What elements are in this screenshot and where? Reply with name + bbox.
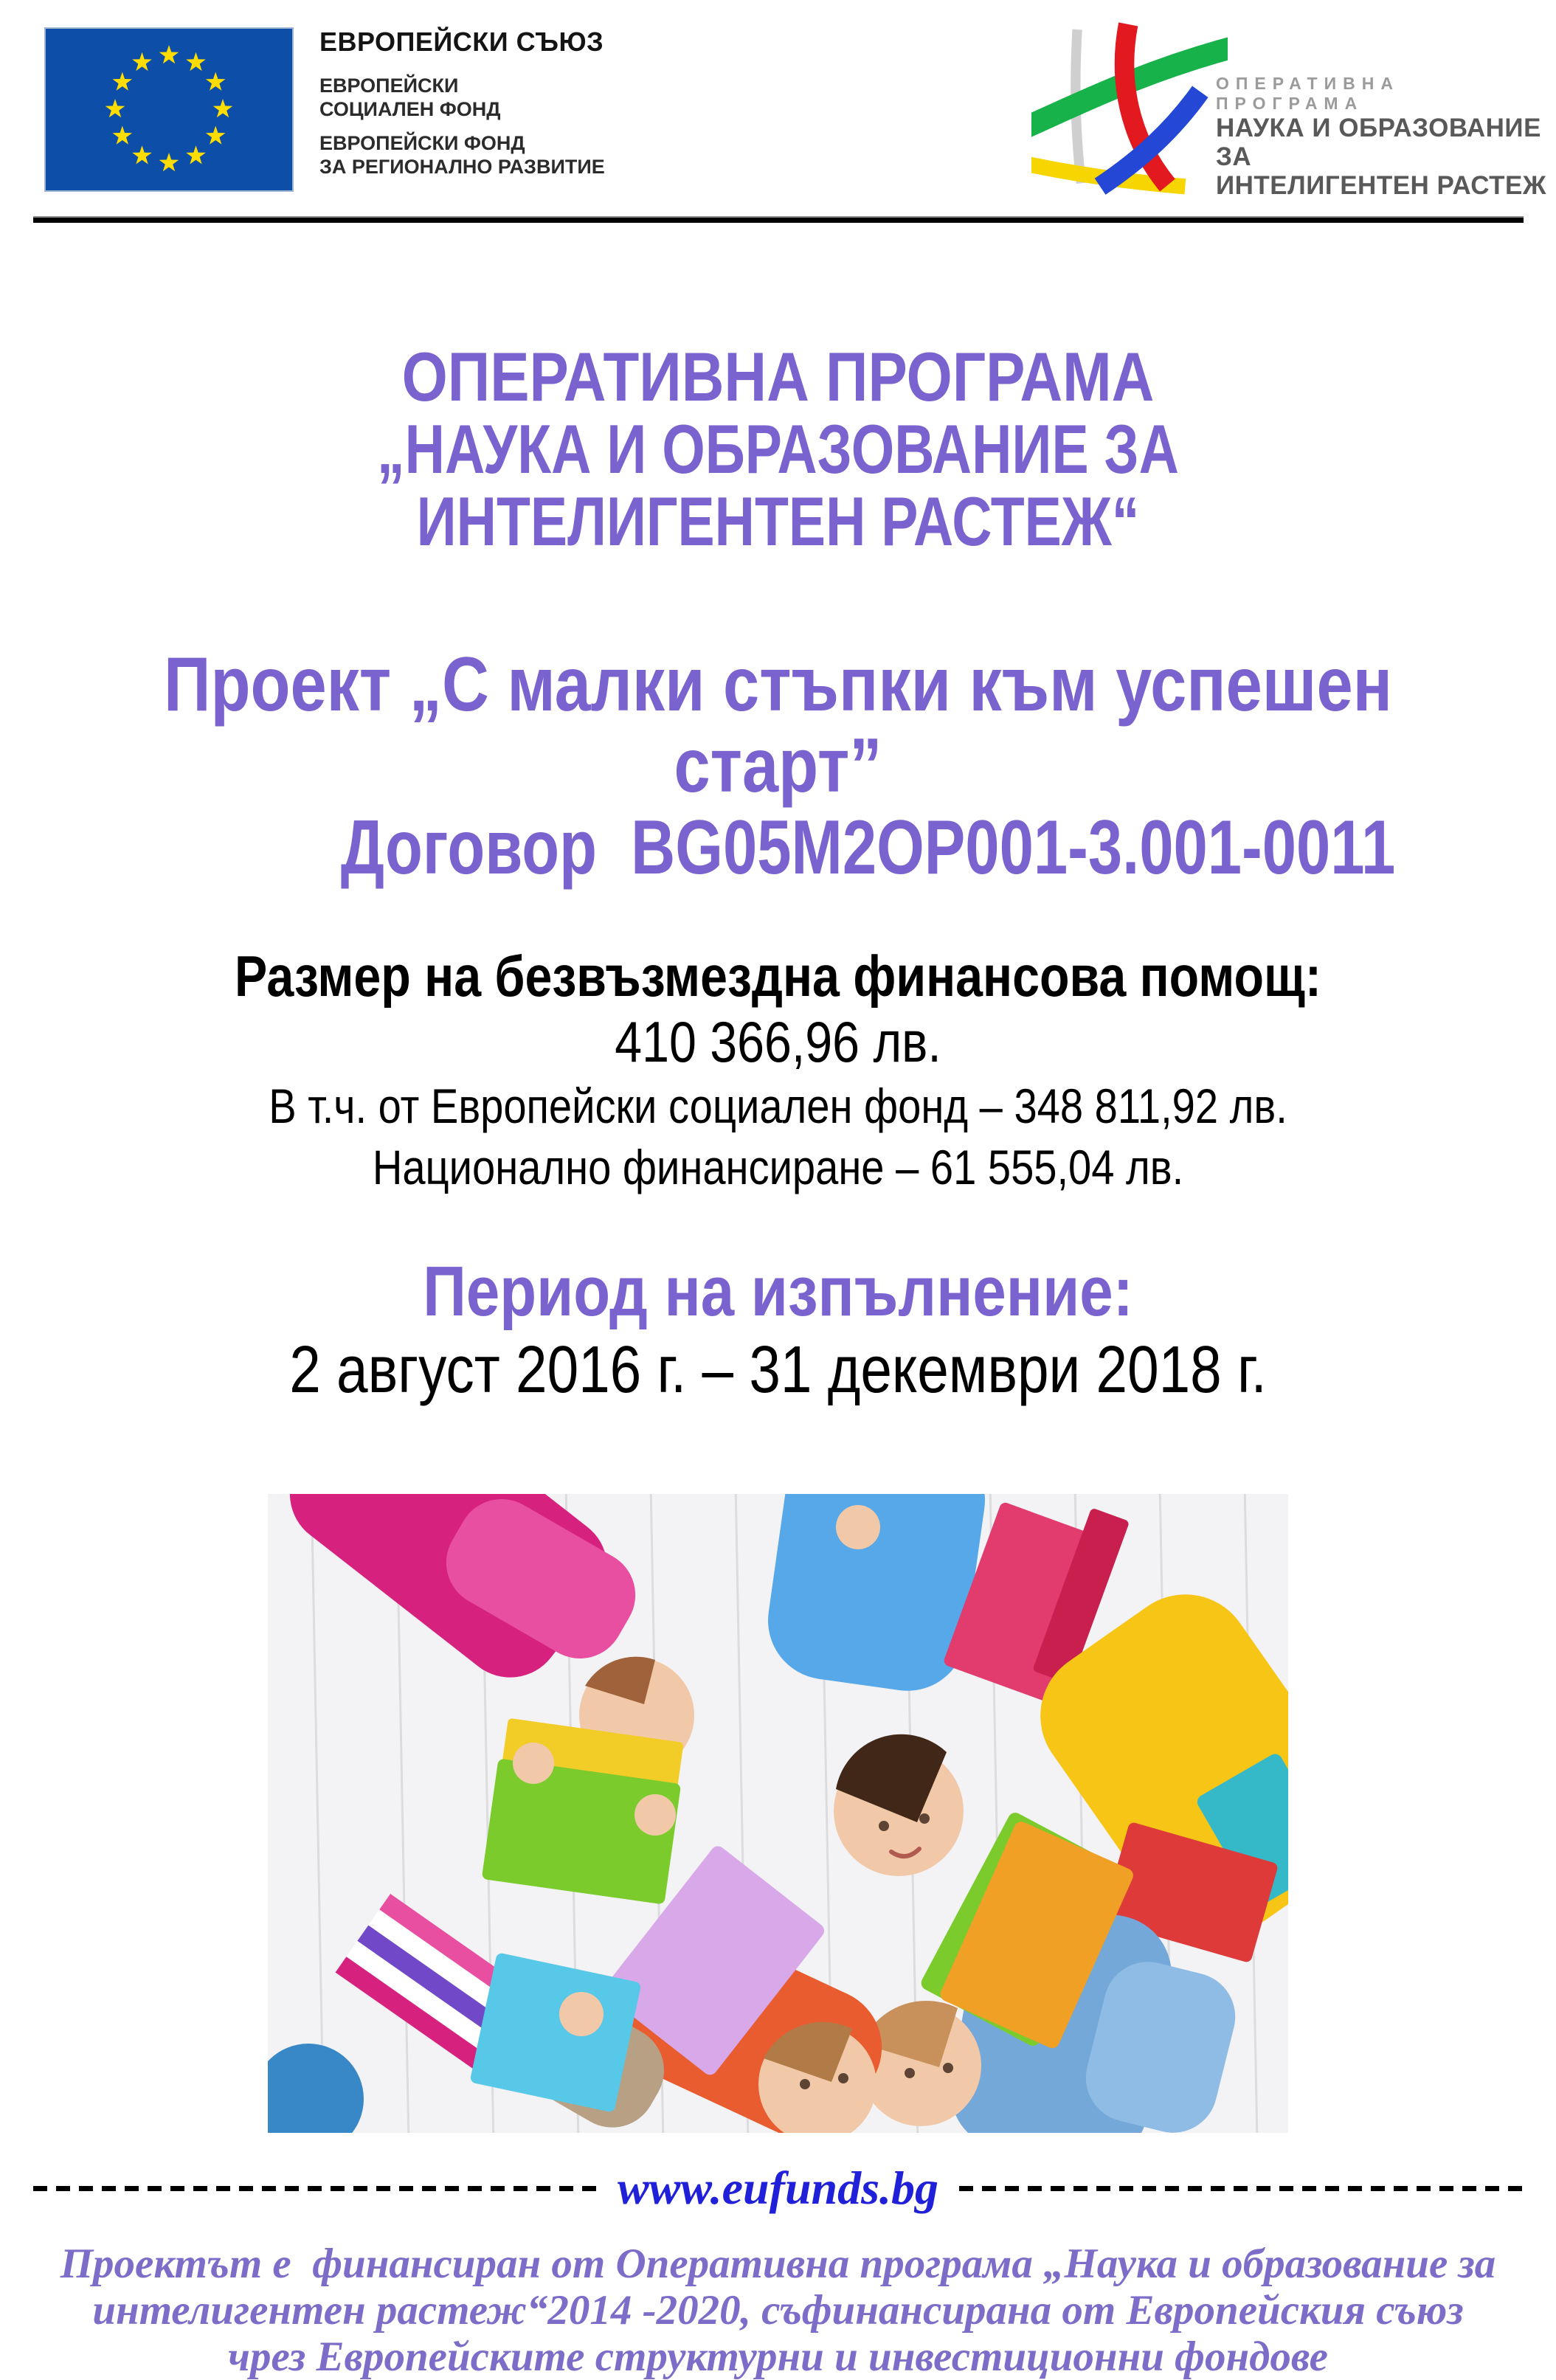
footer-note-line1: Проектът е финансиран от Оперативна програма „Наука и образование за <box>60 2241 1496 2288</box>
children-with-books-photo <box>268 1494 1288 2133</box>
op-logo-text <box>1216 74 1556 200</box>
eu-regional-fund-label: ЕВРОПЕЙСКИ ФОНД ЗА РЕГИОНАЛНО РАЗВИТИЕ <box>319 132 605 178</box>
program-title-line2: „НАУКА И ОБРАЗОВАНИЕ ЗА ИНТЕЛИГЕНТЕН РАСТЕЖ“ <box>377 409 1194 560</box>
grant-section <box>0 944 1556 1198</box>
eu-flag-icon <box>44 27 294 192</box>
eu-logo-text <box>319 27 605 179</box>
divider-dashes-left <box>33 2186 597 2191</box>
op-title-line1: НАУКА И ОБРАЗОВАНИЕ ЗА <box>1216 114 1541 171</box>
project-contract-number: Договор BG05M2OP001-3.001-0011 <box>340 804 1396 890</box>
eu-union-title: ЕВРОПЕЙСКИ СЪЮЗ <box>319 27 604 57</box>
footer-note-line3: чрез Европейските структурни и инвестиционни фондове <box>228 2334 1328 2380</box>
eufunds-link[interactable]: www.eufunds.bg <box>617 2162 939 2215</box>
op-title-line2: ИНТЕЛИГЕНТЕН РАСТЕЖ <box>1216 171 1546 200</box>
op-kicker: ОПЕРАТИВНА ПРОГРАМА <box>1216 74 1400 113</box>
period-section <box>0 1254 1556 1411</box>
project-title <box>0 644 1556 888</box>
grant-heading: Размер на безвъзмездна финансова помощ: <box>235 943 1321 1009</box>
grant-national: Национално финансиране – 61 555,04 лв. <box>372 1139 1184 1194</box>
period-value: 2 август 2016 г. – 31 декември 2018 г. <box>289 1332 1267 1407</box>
grant-total: 410 366,96 лв. <box>615 1009 941 1075</box>
main-content <box>0 338 1556 2133</box>
project-name: Проект „С малки стъпки към успешен старт” <box>163 642 1411 809</box>
period-heading: Период на изпълнение: <box>423 1252 1133 1332</box>
ribbons-logo-icon <box>1031 12 1228 198</box>
program-title-line1: ОПЕРАТИВНА ПРОГРАМА <box>401 338 1155 415</box>
divider-dashes-right <box>959 2186 1523 2191</box>
program-title <box>0 338 1556 560</box>
header <box>0 0 1556 223</box>
header-divider-rule <box>33 216 1524 223</box>
grant-esf: В т.ч. от Европейски социален фонд – 348 811,92 лв. <box>269 1078 1287 1133</box>
footer-divider <box>33 2162 1523 2214</box>
footer-note-line2: интелигентен растеж“2014 -2020, съфинансирана от Европейския съюз <box>92 2287 1464 2334</box>
footer-funding-note <box>0 2241 1556 2380</box>
eu-social-fund-label: ЕВРОПЕЙСКИ СОЦИАЛЕН ФОНД <box>319 75 501 120</box>
